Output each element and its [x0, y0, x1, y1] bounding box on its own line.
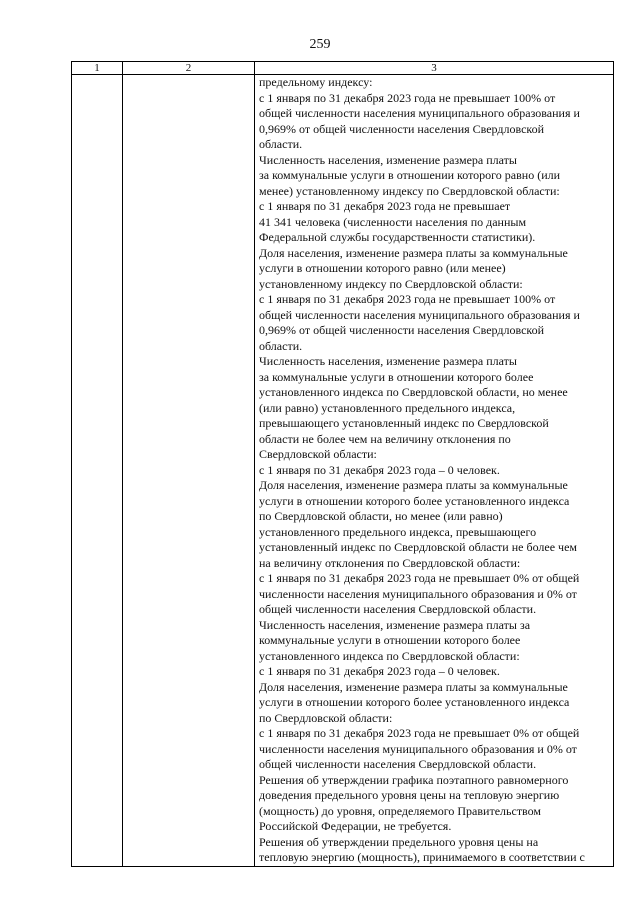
text-line: установленного индекса по Свердловской области, но менее	[259, 385, 568, 399]
page-number: 259	[309, 37, 331, 52]
text-line: с 1 января по 31 декабря 2023 года не превышает 0% от общей	[259, 571, 580, 585]
text-line: за коммунальные услуги в отношении которого равно (или	[259, 168, 561, 182]
text-line: установленного предельного индекса, превышающего	[259, 524, 537, 539]
text-line: общей численности населения муниципального образования и	[259, 307, 580, 322]
text-line: установленный индекс по Свердловской области не более чем	[259, 540, 577, 554]
document-table	[71, 61, 614, 867]
text-block	[259, 75, 610, 866]
text-line: услуги в отношении которого равно (или менее)	[259, 261, 506, 275]
text-line: численности населения муниципального образования и 0% от	[259, 586, 577, 601]
text-line: с 1 января по 31 декабря 2023 года не превышает 100% от	[259, 292, 556, 306]
text-line: 0,969% от общей численности населения Свердловской	[259, 121, 545, 136]
table-header-row	[72, 62, 614, 75]
text-line: коммунальные услуги в отношении которого более	[259, 633, 521, 647]
text-line: общей численности населения Свердловской области.	[259, 602, 537, 616]
text-line: Российской Федерации, не требуется.	[259, 819, 452, 833]
text-line: превышающего установленный индекс по Свердловской	[259, 416, 549, 430]
cell-column-3	[255, 75, 614, 867]
text-line: общей численности населения муниципального образования и	[259, 106, 580, 120]
text-line: установленному индексу по Свердловской области:	[259, 276, 523, 291]
column-header-3: 3	[255, 62, 614, 75]
text-line: (мощность) до уровня, определяемого Правительством	[259, 803, 542, 818]
text-line: за коммунальные услуги в отношении которого более	[259, 369, 534, 384]
text-line: с 1 января по 31 декабря 2023 года не превышает 100% от	[259, 90, 556, 105]
text-line: Доля населения, изменение размера платы за коммунальные	[259, 478, 568, 492]
text-line: предельному индексу:	[259, 75, 373, 89]
text-line: Свердловской области:	[259, 447, 377, 461]
text-line: с 1 января по 31 декабря 2023 года – 0 человек.	[259, 664, 500, 678]
text-line: Решения об утверждении предельного уровня цены на	[259, 834, 539, 849]
text-line: Решения об утверждении графика поэтапного равномерного	[259, 772, 569, 787]
text-line: услуги в отношении которого более установленного индекса	[259, 493, 570, 508]
text-line: численности населения муниципального образования и 0% от	[259, 741, 577, 756]
text-line: по Свердловской области, но менее (или равно)	[259, 509, 503, 523]
text-line: доведения предельного уровня цены на тепловую энергию	[259, 788, 560, 802]
cell-column-1	[72, 75, 123, 867]
text-line: Доля населения, изменение размера платы за коммунальные	[259, 245, 568, 260]
cell-column-2	[123, 75, 255, 867]
text-line: с 1 января по 31 декабря 2023 года не превышает 0% от общей	[259, 726, 580, 740]
text-line: тепловую энергию (мощность), принимаемого в соответствии с	[259, 850, 585, 864]
text-line: Численность населения, изменение размера платы	[259, 152, 517, 167]
text-line: 0,969% от общей численности населения Свердловской	[259, 323, 545, 337]
column-header-2: 2	[123, 62, 255, 75]
text-line: 41 341 человека (численности населения по данным	[259, 214, 527, 229]
text-line: общей численности населения Свердловской области.	[259, 757, 537, 771]
text-line: области не более чем на величину отклонения по	[259, 431, 511, 446]
text-line: с 1 января по 31 декабря 2023 года не превышает	[259, 199, 511, 213]
text-line: (или равно) установленного предельного индекса,	[259, 400, 516, 415]
text-line: с 1 января по 31 декабря 2023 года – 0 человек.	[259, 462, 500, 477]
text-line: области.	[259, 338, 303, 353]
text-line: Численность населения, изменение размера платы за	[259, 617, 531, 632]
text-line: области.	[259, 137, 303, 151]
column-header-1: 1	[72, 62, 123, 75]
text-line: установленного индекса по Свердловской области:	[259, 648, 520, 663]
table-row	[72, 75, 614, 867]
text-line: услуги в отношении которого более установленного индекса	[259, 695, 570, 709]
text-line: менее) установленному индексу по Свердловской области:	[259, 183, 560, 198]
text-line: Доля населения, изменение размера платы за коммунальные	[259, 679, 568, 694]
text-line: Численность населения, изменение размера платы	[259, 354, 517, 368]
text-line: Федеральной службы государственности статистики).	[259, 230, 536, 244]
text-line: по Свердловской области:	[259, 710, 393, 725]
text-line: на величину отклонения по Свердловской области:	[259, 555, 521, 570]
